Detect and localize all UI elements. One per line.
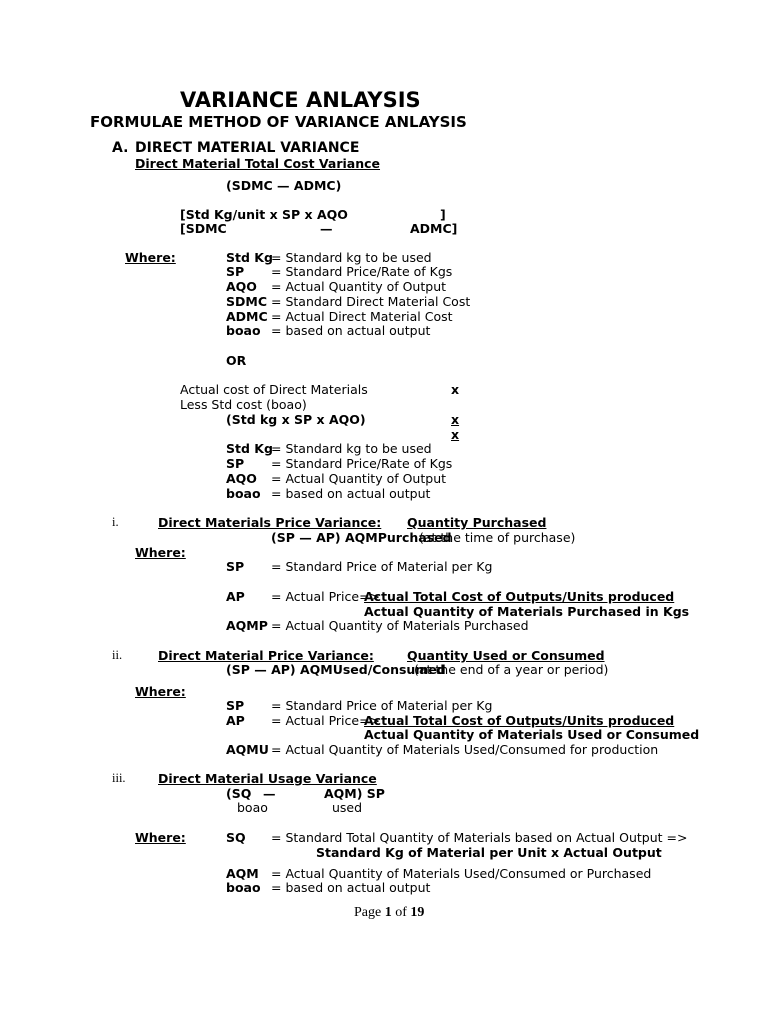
item-iii-aqm-def: = Actual Quantity of Materials Used/Consumed or Purchased [271, 866, 652, 881]
item-ii-ap-numerator: Actual Total Cost of Outputs/Units produced [364, 713, 675, 728]
section-a-label: A. [112, 140, 129, 156]
item-iii-formula-dash: — [263, 786, 276, 801]
def-term: SP [226, 264, 245, 279]
or-label: OR [226, 353, 247, 368]
def-text: = Actual Quantity of Output [271, 279, 447, 294]
total-formula-2a: [Std Kg/unit x SP x AQO [180, 207, 348, 222]
alt-line-3: (Std kg x SP x AQO) [226, 412, 366, 427]
page-prefix: Page [354, 905, 385, 920]
item-iii-where: Where: [135, 830, 186, 845]
def-term: AQO [226, 471, 257, 486]
alt-x-2: x [451, 412, 460, 427]
alt-line-1: Actual cost of Direct Materials [180, 382, 368, 397]
item-ii-heading: Direct Material Price Variance: [158, 648, 374, 663]
item-iii-sub-boao: boao [237, 800, 268, 815]
def-term: Std Kg [226, 250, 273, 265]
item-i-ap-denominator: Actual Quantity of Materials Purchased in Kgs [364, 604, 690, 619]
def-term: Std Kg [226, 441, 273, 456]
item-iii-boao-term: boao [226, 880, 261, 895]
item-ii-formula: (SP — AP) AQMUsed/Consumed [226, 662, 446, 677]
def-term: ADMC [226, 309, 268, 324]
item-i-heading: Direct Materials Price Variance: [158, 515, 382, 530]
def-text: = Standard kg to be used [271, 441, 432, 456]
item-iii-boao-def: = based on actual output [271, 880, 431, 895]
item-ii-sp-def: = Standard Price of Material per Kg [271, 698, 493, 713]
def-text: = based on actual output [271, 486, 431, 501]
current-page: 1 [384, 905, 392, 920]
item-ii-ap-def: = Actual Price=> [271, 713, 381, 728]
item-iii-number: iii. [112, 771, 126, 785]
item-iii-formula-b: AQM) SP [324, 786, 385, 801]
item-ii-formula-note: (at the end of a year or period) [414, 662, 609, 677]
alt-x-3: x [451, 427, 460, 442]
def-text: = Standard Direct Material Cost [271, 294, 471, 309]
item-ii-ap-term: AP [226, 713, 245, 728]
item-i-number: i. [112, 515, 119, 529]
item-ii-ap-denominator: Actual Quantity of Materials Used or Consumed [364, 727, 700, 742]
item-iii-sq-def-2: Standard Kg of Material per Unit x Actual Output [316, 845, 662, 860]
total-pages: 19 [410, 905, 425, 920]
def-text: = Actual Quantity of Output [271, 471, 447, 486]
item-i-formula-note: (at the time of purchase) [419, 530, 576, 545]
page-title: VARIANCE ANLAYSIS [180, 88, 421, 112]
def-term: SP [226, 456, 245, 471]
def-term: boao [226, 486, 261, 501]
item-iii-sq-def: = Standard Total Quantity of Materials based on Actual Output => [271, 830, 688, 845]
total-formula-2b-end: ADMC] [410, 221, 458, 236]
item-iii-sq-term: SQ [226, 830, 246, 845]
item-i-ap-numerator: Actual Total Cost of Outputs/Units produced [364, 589, 675, 604]
page-subtitle: FORMULAE METHOD OF VARIANCE ANLAYSIS [90, 113, 467, 131]
item-ii-sp-term: SP [226, 698, 245, 713]
def-text: = based on actual output [271, 323, 431, 338]
total-formula-2a-bracket: ] [440, 207, 446, 222]
total-cost-variance-heading: Direct Material Total Cost Variance [135, 156, 381, 171]
section-a-heading: DIRECT MATERIAL VARIANCE [135, 140, 360, 156]
item-i-qualifier: Quantity Purchased [407, 515, 547, 530]
item-i-ap-def: = Actual Price=> [271, 589, 381, 604]
item-i-aqmp-term: AQMP [226, 618, 268, 633]
def-text: = Standard kg to be used [271, 250, 432, 265]
alt-line-2: Less Std cost (boao) [180, 397, 307, 412]
item-iii-aqm-term: AQM [226, 866, 259, 881]
where-label: Where: [125, 250, 176, 265]
item-ii-number: ii. [112, 648, 123, 662]
page-of: of [391, 905, 411, 920]
item-ii-aqmu-def: = Actual Quantity of Materials Used/Consumed for production [271, 742, 659, 757]
def-term: boao [226, 323, 261, 338]
item-ii-where: Where: [135, 684, 186, 699]
def-text: = Standard Price/Rate of Kgs [271, 264, 453, 279]
def-term: AQO [226, 279, 257, 294]
total-formula-1: (SDMC — ADMC) [226, 178, 342, 193]
item-ii-aqmu-term: AQMU [226, 742, 269, 757]
def-text: = Actual Direct Material Cost [271, 309, 453, 324]
item-iii-heading: Direct Material Usage Variance [158, 771, 377, 786]
item-i-sp-def: = Standard Price of Material per Kg [271, 559, 493, 574]
page-number [354, 905, 424, 920]
item-i-formula: (SP — AP) AQMPurchased [271, 530, 452, 545]
def-term: SDMC [226, 294, 267, 309]
item-i-sp-term: SP [226, 559, 245, 574]
item-iii-formula-a: (SQ [226, 786, 252, 801]
total-formula-2b: [SDMC [180, 221, 227, 236]
item-i-ap-term: AP [226, 589, 245, 604]
item-ii-qualifier: Quantity Used or Consumed [407, 648, 605, 663]
item-i-where: Where: [135, 545, 186, 560]
item-i-aqmp-def: = Actual Quantity of Materials Purchased [271, 618, 529, 633]
total-formula-2b-dash: — [320, 221, 333, 236]
alt-x-1: x [451, 382, 460, 397]
def-text: = Standard Price/Rate of Kgs [271, 456, 453, 471]
item-iii-sub-used: used [332, 800, 363, 815]
